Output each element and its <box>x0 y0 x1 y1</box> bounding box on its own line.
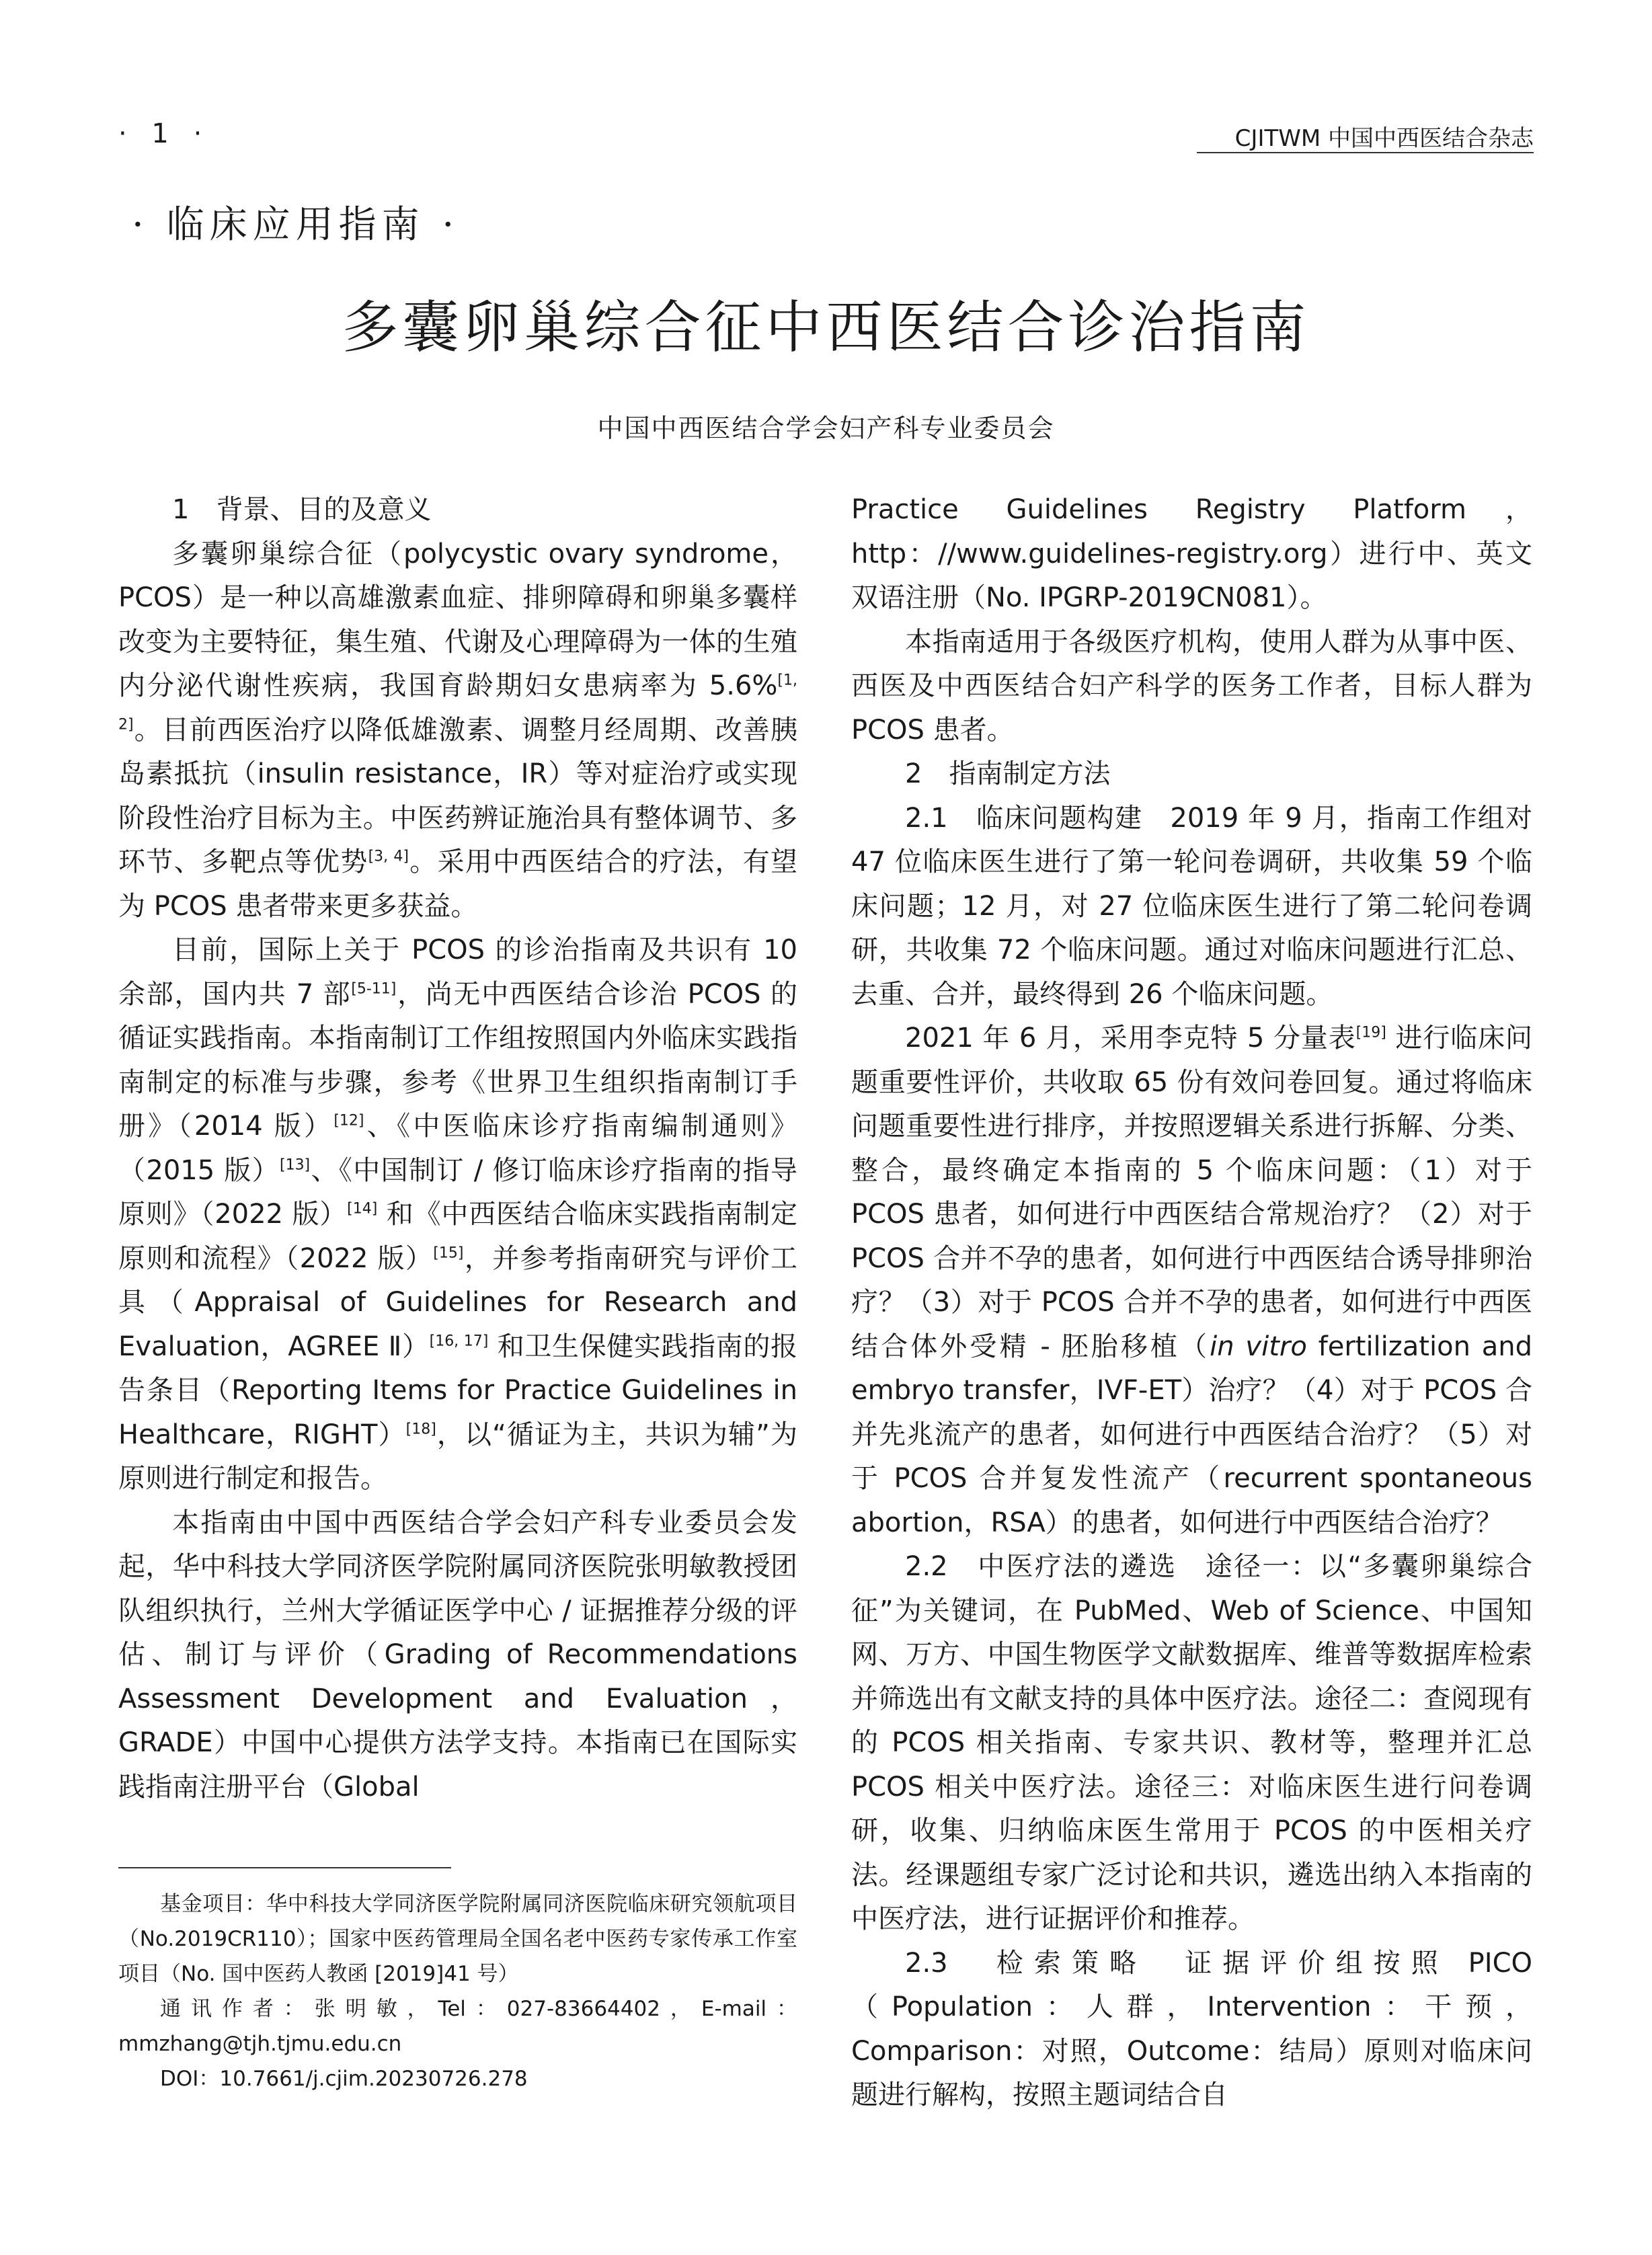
paragraph-2-1b <box>851 1017 1532 1545</box>
authors: 中国中西医结合学会妇产科专业委员会 <box>597 413 1055 443</box>
footnote-contact: 通讯作者：张明敏，Tel：027-83664402，E-mail：mmzhang@tjh.tjmu.edu.cn <box>118 1997 797 2056</box>
text: 。采用中西医结合的疗法，有望为 PCOS 患者带来更多获益。 <box>118 846 798 922</box>
right-column <box>851 488 1532 2118</box>
text: 2021 年 6 月，采用李克特 5 分量表 <box>905 1023 1356 1054</box>
citation: [19] <box>1355 1024 1386 1041</box>
paragraph-2-2 <box>851 1545 1532 1942</box>
text: fertilization and embryo transfer，IVF-ET）治疗？（4）对于 PCOS 合并先兆流产的患者，如何进行中西医结合治疗？（5）对于 PCOS 合并复发性流产（recurrent spontaneous abortion，RSA）的患者，如何进行中西医结合治疗？ <box>851 1331 1532 1538</box>
subsection-heading: 2.3 检索策略 <box>905 1947 1185 1979</box>
italic-term: in vitro <box>1210 1331 1307 1362</box>
text: ，尚无中西医结合诊治 PCOS 的循证实践指南。本指南制订工作组按照国内外临床实践指南制定的标准与步骤，参考《世界卫生组织指南制订手册》（2014 版） <box>118 978 797 1142</box>
footnote-doi: DOI：10.7661/j.cjim.20230726.278 <box>160 2067 528 2091</box>
paragraph-scope: 本指南适用于各级医疗机构，使用人群为从事中医、西医及中西医结合妇产科学的医务工作者，目标人群为 PCOS 患者。 <box>851 626 1532 746</box>
text: 、《中医临床诊疗指南编制通则》（2015 版） <box>118 1111 798 1186</box>
left-column <box>118 488 797 1809</box>
text: 和《中西医结合临床实践指南制定原则和流程》（2022 版） <box>118 1199 798 1274</box>
page-title: 多囊卵巢综合征中西医结合诊治指南 <box>342 294 1310 360</box>
citation: [14] <box>347 1200 378 1218</box>
citation: [12] <box>333 1112 364 1130</box>
paragraph-registry: Practice Guidelines Registry Platform，http：//www.guidelines-registry.org）进行中、英文双语注册（No. IPGRP-2019CN081）。 <box>851 494 1532 613</box>
section-heading-2: 2 指南制定方法 <box>905 758 1111 789</box>
journal-name: CJITWM 中国中西医结合杂志 <box>1234 125 1534 152</box>
paragraph-background <box>118 532 797 929</box>
text: 多囊卵巢综合征（polycystic ovary syndrome，PCOS）是一种以高雄激素血症、排卵障碍和卵巢多囊样改变为主要特征，集生殖、代谢及心理障碍为一体的生殖内分泌代谢性疾病，我国育龄期妇女患病率为 5.6% <box>118 538 797 701</box>
footnotes <box>118 1887 797 2096</box>
paragraph-2-3 <box>851 1942 1532 2118</box>
paragraph-2-1 <box>851 797 1532 1017</box>
text: 和卫生保健实践指南的报告条目（Reporting Items for Practice Guidelines in Healthcare，RIGHT） <box>118 1331 798 1450</box>
citation: [1, 2] <box>118 672 797 734</box>
footnote-fund: 基金项目：华中科技大学同济医学院附属同济医院临床研究领航项目（No.2019CR110）；国家中医药管理局全国名老中医药专家传承工作室项目（No. 国中医药人教函 [2019]41 号） <box>118 1892 797 1986</box>
paragraph-guidelines <box>118 928 797 1501</box>
text: 目前，国际上关于 PCOS 的诊治指南及共识有 10 余部，国内共 7 部 <box>118 935 797 1010</box>
page-number: · 1 · <box>118 118 210 149</box>
text: 、《中国制订 / 修订临床诊疗指南的指导原则》（2022 版） <box>118 1154 798 1230</box>
section-label: · 临床应用指南 · <box>132 203 460 247</box>
citation: [13] <box>279 1156 311 1174</box>
paragraph-organization: 本指南由中国中西医结合学会妇产科专业委员会发起，华中科技大学同济医学院附属同济医院张明敏教授团队组织执行，兰州大学循证医学中心 / 证据推荐分级的评估、制订与评价（Grading of Recommendations Assessment Development and Evaluation，GRADE）中国中心提供方法学支持。本指南已在国际实践指南注册平台（Global <box>118 1507 797 1803</box>
citation: [5-11] <box>351 980 397 998</box>
section-heading-1: 1 背景、目的及意义 <box>172 494 432 525</box>
citation: [15] <box>433 1244 464 1262</box>
footnote-rule <box>118 1867 451 1868</box>
subsection-heading: 2.2 中医疗法的遴选 <box>905 1551 1206 1582</box>
citation: [3, 4] <box>368 848 409 865</box>
text: 途径一：以“多囊卵巢综合征”为关键词，在 PubMed、Web of Science、中国知网、万方、中国生物医学文献数据库、维普等数据库检索并筛选出有文献支持的具体中医疗法。途径二：查阅现有的 PCOS 相关指南、专家共识、教材等，整理并汇总 PCOS 相关中医疗法。途径三：对临床医生进行问卷调研，收集、归纳临床医生常用于 PCOS 的中医相关疗法。经课题组专家广泛讨论和共识，遴选出纳入本指南的中医疗法，进行证据评价和推荐。 <box>851 1551 1532 1934</box>
header-rule <box>1197 152 1534 153</box>
text: 2019 年 9 月，指南工作组对 47 位临床医生进行了第一轮问卷调研，共收集 59 个临床问题；12 月，对 27 位临床医生进行了第二轮问卷调研，共收集 72 个临床问题。通过对临床问题进行汇总、去重、合并，最终得到 26 个临床问题。 <box>851 802 1532 1010</box>
subsection-heading: 2.1 临床问题构建 <box>905 802 1171 834</box>
text: ，以“循证为主，共识为辅”为原则进行制定和报告。 <box>118 1419 797 1494</box>
citation: [18] <box>405 1421 436 1438</box>
text: 。目前西医治疗以降低雄激素、调整月经周期、改善胰岛素抵抗（insulin resistance，IR）等对症治疗或实现阶段性治疗目标为主。中医药辨证施治具有整体调节、多环节、多靶点等优势 <box>118 714 797 877</box>
citation: [16, 17] <box>429 1333 489 1350</box>
text: 进行临床问题重要性评价，共收取 65 份有效问卷回复。通过将临床问题重要性进行排序，并按照逻辑关系进行拆解、分类、整合，最终确定本指南的 5 个临床问题：（1）对于 PCOS 患者，如何进行中西医结合常规治疗？（2）对于 PCOS 合并不孕的患者，如何进行中西医结合诱导排卵治疗？（3）对于 PCOS 合并不孕的患者，如何进行中西医结合体外受精 - 胚胎移植（ <box>851 1023 1532 1362</box>
text: ，并参考指南研究与评价工具（Appraisal of Guidelines for Research and Evaluation，AGREE Ⅱ） <box>118 1242 798 1362</box>
text: 证据评价组按照 PICO（Population：人群，Intervention：干预，Comparison：对照，Outcome：结局）原则对临床问题进行解构，按照主题词结合自 <box>851 1947 1532 2110</box>
